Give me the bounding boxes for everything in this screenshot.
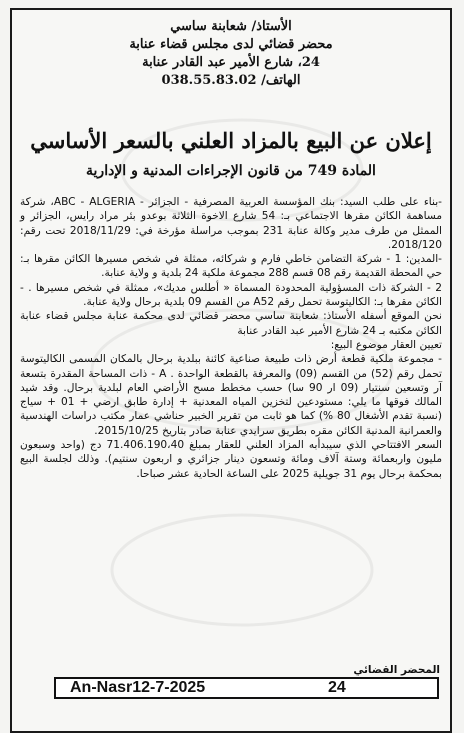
notice-subtitle: المادة 749 من قانون الإجراءات المدنية و الإدارية <box>86 163 376 179</box>
bailiff-name: الأستاذ/ شعابنة ساسي <box>170 19 292 34</box>
phone-value: 038.55.83.02 <box>161 73 257 88</box>
notice-title: إعلان عن البيع بالمزاد العلني بالسعر الأساسي <box>30 128 432 153</box>
notice-body <box>20 195 442 481</box>
paragraph-debtor-2: 2 - الشركة ذات المسؤولية المحدودة المسماة « أطلس مديك»، ممثلة في شخص مسيرها . - الكائن مقرها بـ: الكاليتوسة تحمل رقم A52 من القسم 09 بلدية برحال ولاية عنابة. <box>20 281 442 309</box>
paragraph-opening-price: السعر الافتتاحي الذي سيبدأبه المزاد العلني للعقار بمبلغ 71.406.190،40 دج (واحد وسبعون مليون واربعمائة وستة آلاف ومائة وتسعون دينار جزائري و اربعون سنتيم). وذلك لجلسة البيع بمحكمة برحال يوم 31 جويلية 2025 على الساعة الحادية عشر صباحا. <box>20 439 442 480</box>
footer-page-number: 24 <box>328 679 346 696</box>
bailiff-phone <box>12 72 450 90</box>
newspaper-footer <box>54 677 439 699</box>
paragraph-bailiff: نحن الموقع أسفله الأستاذ: شعابنة ساسي محضر قضائي لدى محكمة عنابة مجلس قضاء عنابة الكائن مكتبه بـ 24 شارع الأمير عبد القادر عنابة <box>20 310 442 337</box>
bailiff-title: محضر قضائي لدى مجلس قضاء عنابة <box>129 37 333 52</box>
paragraph-property-description: - مجموعة ملكية قطعة أرض ذات طبيعة صناعية كائنة ببلدية برحال بالمكان المسمى الكاليتوسة تحمل رقم (52) من القسم (09) والمعرفة بالقطعة الواحدة . A - ذات المساحة المقدرة بتسعة آر وتسعين سنتيار (09 ار 90 سا) حسب مخطط مسح الأراضي العام لبلدية برحال. وقد شيد المالك فوقها ما يلي: مستودعين لتخزين المياه المعدنية + إدارة طابق ارضي + 01 + سياج (نسبة تقدم الأشغال 80 %) كما هو ثابت من تقرير الخبير حناشي عمار مكتب دراسات الهندسية والعمرانية المدنية الكائن مقره بطريق سرايدي عنابة صادر بتاريخ 2015/10/25. <box>20 353 442 437</box>
signature: المحضر القضائي <box>353 664 440 676</box>
phone-label: الهاتف/ <box>261 73 301 88</box>
bailiff-header <box>12 18 450 90</box>
bailiff-address: 24، شارع الأمير عبد القادر عنابة <box>142 55 320 70</box>
paragraph-property-heading: تعيين العقار موضوع البيع: <box>330 338 442 351</box>
notice-frame <box>10 8 452 733</box>
footer-reference: An-Nasr12-7-2025 <box>70 679 206 696</box>
paragraph-debtor-1: -المدين: 1 - شركة التضامن خاطي فارم و شركائه، ممثلة في شخص مسيرها الكائن مقرها بـ: حي المحطة القديمة رقم 08 قسم 288 مجموعة ملكية 24 بلدية و ولاية عنابة. <box>20 253 443 280</box>
paragraph-applicant: -بناء على طلب السيد: بنك المؤسسة العربية المصرفية - الجزائر - ABC - ALGERIA، شركة مساهمة الكائن مقرها الاجتماعي بـ: 54 شارع الاخوة الثلاثة بوعدو بئر مراد رايس، الجزائر و الممثل من طرف مدير وكالة عنابة 231 بموجب مراسلة مؤرخة في: 2018/11/29 تحت رقم: 2018/120. <box>20 196 442 251</box>
